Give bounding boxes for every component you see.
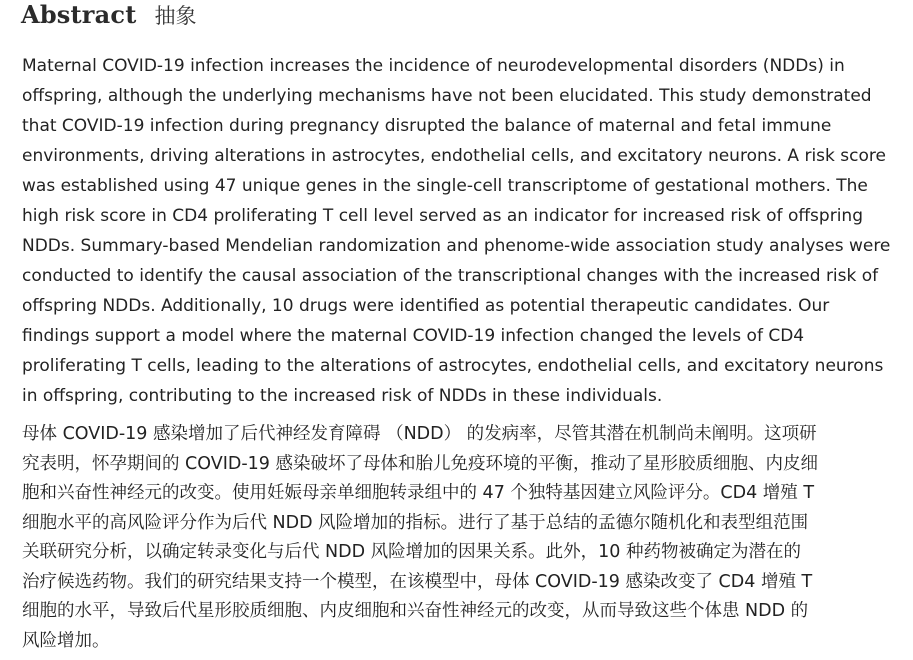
abstract-english-line: environments, driving alterations in astrocytes, endothelial cells, and excitatory neurons. A risk score xyxy=(22,146,886,166)
abstract-chinese-line: 风险增加。 xyxy=(22,630,110,651)
abstract-chinese-line: 关联研究分析，以确定转录变化与后代 NDD 风险增加的因果关系。此外，10 种药物被确定为潜在的 xyxy=(22,542,801,562)
abstract-english-line: conducted to identify the causal association of the transcriptional changes with the increased risk of xyxy=(22,266,879,286)
abstract-english-line: was established using 47 unique genes in the single-cell transcriptome of gestational mothers. The xyxy=(22,176,868,196)
abstract-paragraph-english xyxy=(22,51,913,411)
abstract-english-line: proliferating T cells, leading to the alterations of astrocytes, endothelial cells, and excitatory neurons xyxy=(22,356,884,376)
abstract-chinese-line: 母体 COVID-19 感染增加了后代神经发育障碍 （NDD） 的发病率，尽管其潜在机制尚未阐明。这项研 xyxy=(22,424,817,444)
abstract-title-english: Abstract xyxy=(21,0,137,29)
abstract-english-line: offspring NDDs. Additionally, 10 drugs were identified as potential therapeutic candidates. Our xyxy=(22,296,830,316)
abstract-paragraph-chinese xyxy=(22,420,913,656)
abstract-english-line: in offspring, contributing to the increased risk of NDDs in these individuals. xyxy=(22,386,663,406)
abstract-chinese-line: 究表明，怀孕期间的 COVID-19 感染破坏了母体和胎儿免疫环境的平衡，推动了星形胶质细胞、内皮细 xyxy=(22,453,818,474)
abstract-english-line: offspring, although the underlying mechanisms have not been elucidated. This study demonstrated xyxy=(22,86,872,106)
abstract-english-line: that COVID-19 infection during pregnancy disrupted the balance of maternal and fetal immune xyxy=(22,116,832,136)
abstract-english-line: high risk score in CD4 proliferating T cell level served as an indicator for increased risk of offspring xyxy=(22,206,863,226)
abstract-english-line: findings support a model where the maternal COVID-19 infection changed the levels of CD4 xyxy=(22,326,805,346)
abstract-chinese-line: 治疗候选药物。我们的研究结果支持一个模型，在该模型中，母体 COVID-19 感染改变了 CD4 增殖 T xyxy=(22,571,813,592)
abstract-chinese-line: 细胞的水平，导致后代星形胶质细胞、内皮细胞和兴奋性神经元的改变，从而导致这些个体患 NDD 的 xyxy=(22,601,809,621)
abstract-english-line: Maternal COVID-19 infection increases the incidence of neurodevelopmental disorders (NDDs) in xyxy=(22,56,845,76)
abstract-english-line: NDDs. Summary-based Mendelian randomization and phenome-wide association study analyses were xyxy=(22,236,891,256)
abstract-heading xyxy=(21,0,197,34)
abstract-title-chinese: 抽象 xyxy=(154,4,197,28)
abstract-chinese-line: 胞和兴奋性神经元的改变。使用妊娠母亲单细胞转录组中的 47 个独特基因建立风险评分。CD4 增殖 T xyxy=(22,483,815,503)
abstract-chinese-line: 细胞水平的高风险评分作为后代 NDD 风险增加的指标。进行了基于总结的孟德尔随机化和表型组范围 xyxy=(22,512,809,533)
